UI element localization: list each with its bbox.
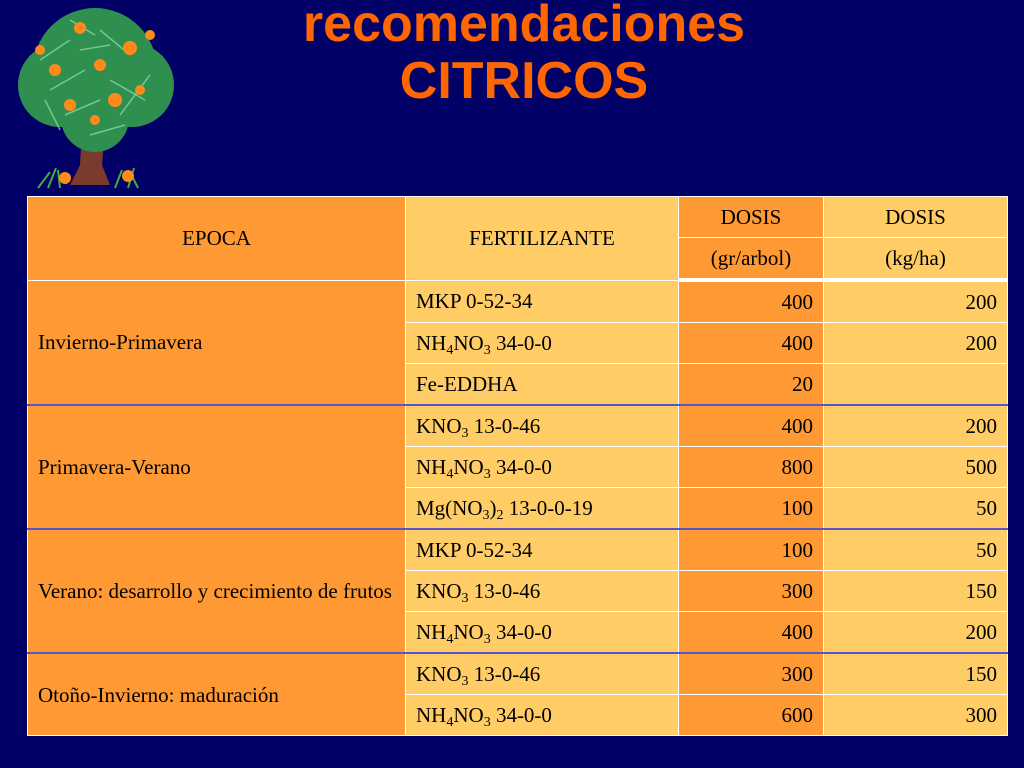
epoca-cell: Verano: desarrollo y crecimiento de frutos bbox=[28, 529, 406, 653]
table-row bbox=[28, 529, 1008, 571]
fertilizer-cell: Fe-EDDHA bbox=[406, 364, 679, 406]
fertilizer-cell: $KNO_3$ 13-0-46 bbox=[406, 571, 679, 612]
dose-kg-cell: 150 bbox=[824, 571, 1008, 612]
dose-gr-cell: 800 bbox=[679, 447, 824, 488]
epoca-cell: Invierno-Primavera bbox=[28, 280, 406, 405]
dose-gr-cell: 300 bbox=[679, 571, 824, 612]
dose-gr-cell: 400 bbox=[679, 280, 824, 323]
header-dosis-kg: DOSIS bbox=[824, 197, 1008, 238]
title-line-1: recomendaciones bbox=[302, 0, 746, 53]
header-unit-kg: (kg/ha) bbox=[824, 238, 1008, 281]
fertilizer-cell: $NH_4NO_3$ 34-0-0 bbox=[406, 695, 679, 736]
dose-kg-cell: 50 bbox=[824, 529, 1008, 571]
dose-gr-cell: 100 bbox=[679, 488, 824, 530]
fertilizer-cell: $KNO_3$ 13-0-46 bbox=[406, 653, 679, 695]
dose-gr-cell: 100 bbox=[679, 529, 824, 571]
dose-gr-cell: 300 bbox=[679, 653, 824, 695]
fertilizer-cell: $Mg(NO_3)_2$ 13-0-0-19 bbox=[406, 488, 679, 530]
dose-kg-cell bbox=[824, 364, 1008, 406]
header-epoca: EPOCA bbox=[28, 197, 406, 281]
slide-title bbox=[200, 0, 848, 110]
fertilizer-cell: $NH_4NO_3$ 34-0-0 bbox=[406, 612, 679, 654]
dose-kg-cell: 150 bbox=[824, 653, 1008, 695]
fertilizer-cell: $NH_4NO_3$ 34-0-0 bbox=[406, 447, 679, 488]
dose-kg-cell: 200 bbox=[824, 280, 1008, 323]
dose-gr-cell: 400 bbox=[679, 405, 824, 447]
dose-gr-cell: 400 bbox=[679, 323, 824, 364]
fertilizer-cell: MKP 0-52-34 bbox=[406, 280, 679, 323]
dose-kg-cell: 200 bbox=[824, 323, 1008, 364]
header-fertilizante: FERTILIZANTE bbox=[406, 197, 679, 281]
table-row bbox=[28, 280, 1008, 323]
epoca-cell: Otoño-Invierno: maduración bbox=[28, 653, 406, 736]
dose-kg-cell: 50 bbox=[824, 488, 1008, 530]
orange-tree-icon bbox=[10, 0, 180, 195]
dose-gr-cell: 600 bbox=[679, 695, 824, 736]
table-row bbox=[28, 405, 1008, 447]
dose-kg-cell: 200 bbox=[824, 405, 1008, 447]
fertilizer-table bbox=[27, 196, 1008, 736]
fertilizer-cell: MKP 0-52-34 bbox=[406, 529, 679, 571]
dose-gr-cell: 400 bbox=[679, 612, 824, 654]
dose-gr-cell: 20 bbox=[679, 364, 824, 406]
dose-kg-cell: 200 bbox=[824, 612, 1008, 654]
table-row bbox=[28, 653, 1008, 695]
dose-kg-cell: 500 bbox=[824, 447, 1008, 488]
header-unit-gr: (gr/arbol) bbox=[679, 238, 824, 281]
title-line-2: CITRICOS bbox=[399, 52, 649, 110]
fertilizer-cell: $KNO_3$ 13-0-46 bbox=[406, 405, 679, 447]
dose-kg-cell: 300 bbox=[824, 695, 1008, 736]
header-row bbox=[28, 197, 1008, 238]
header-dosis-gr: DOSIS bbox=[679, 197, 824, 238]
fertilizer-table-body bbox=[28, 197, 1008, 736]
epoca-cell: Primavera-Verano bbox=[28, 405, 406, 529]
fertilizer-cell: $NH_4NO_3$ 34-0-0 bbox=[406, 323, 679, 364]
